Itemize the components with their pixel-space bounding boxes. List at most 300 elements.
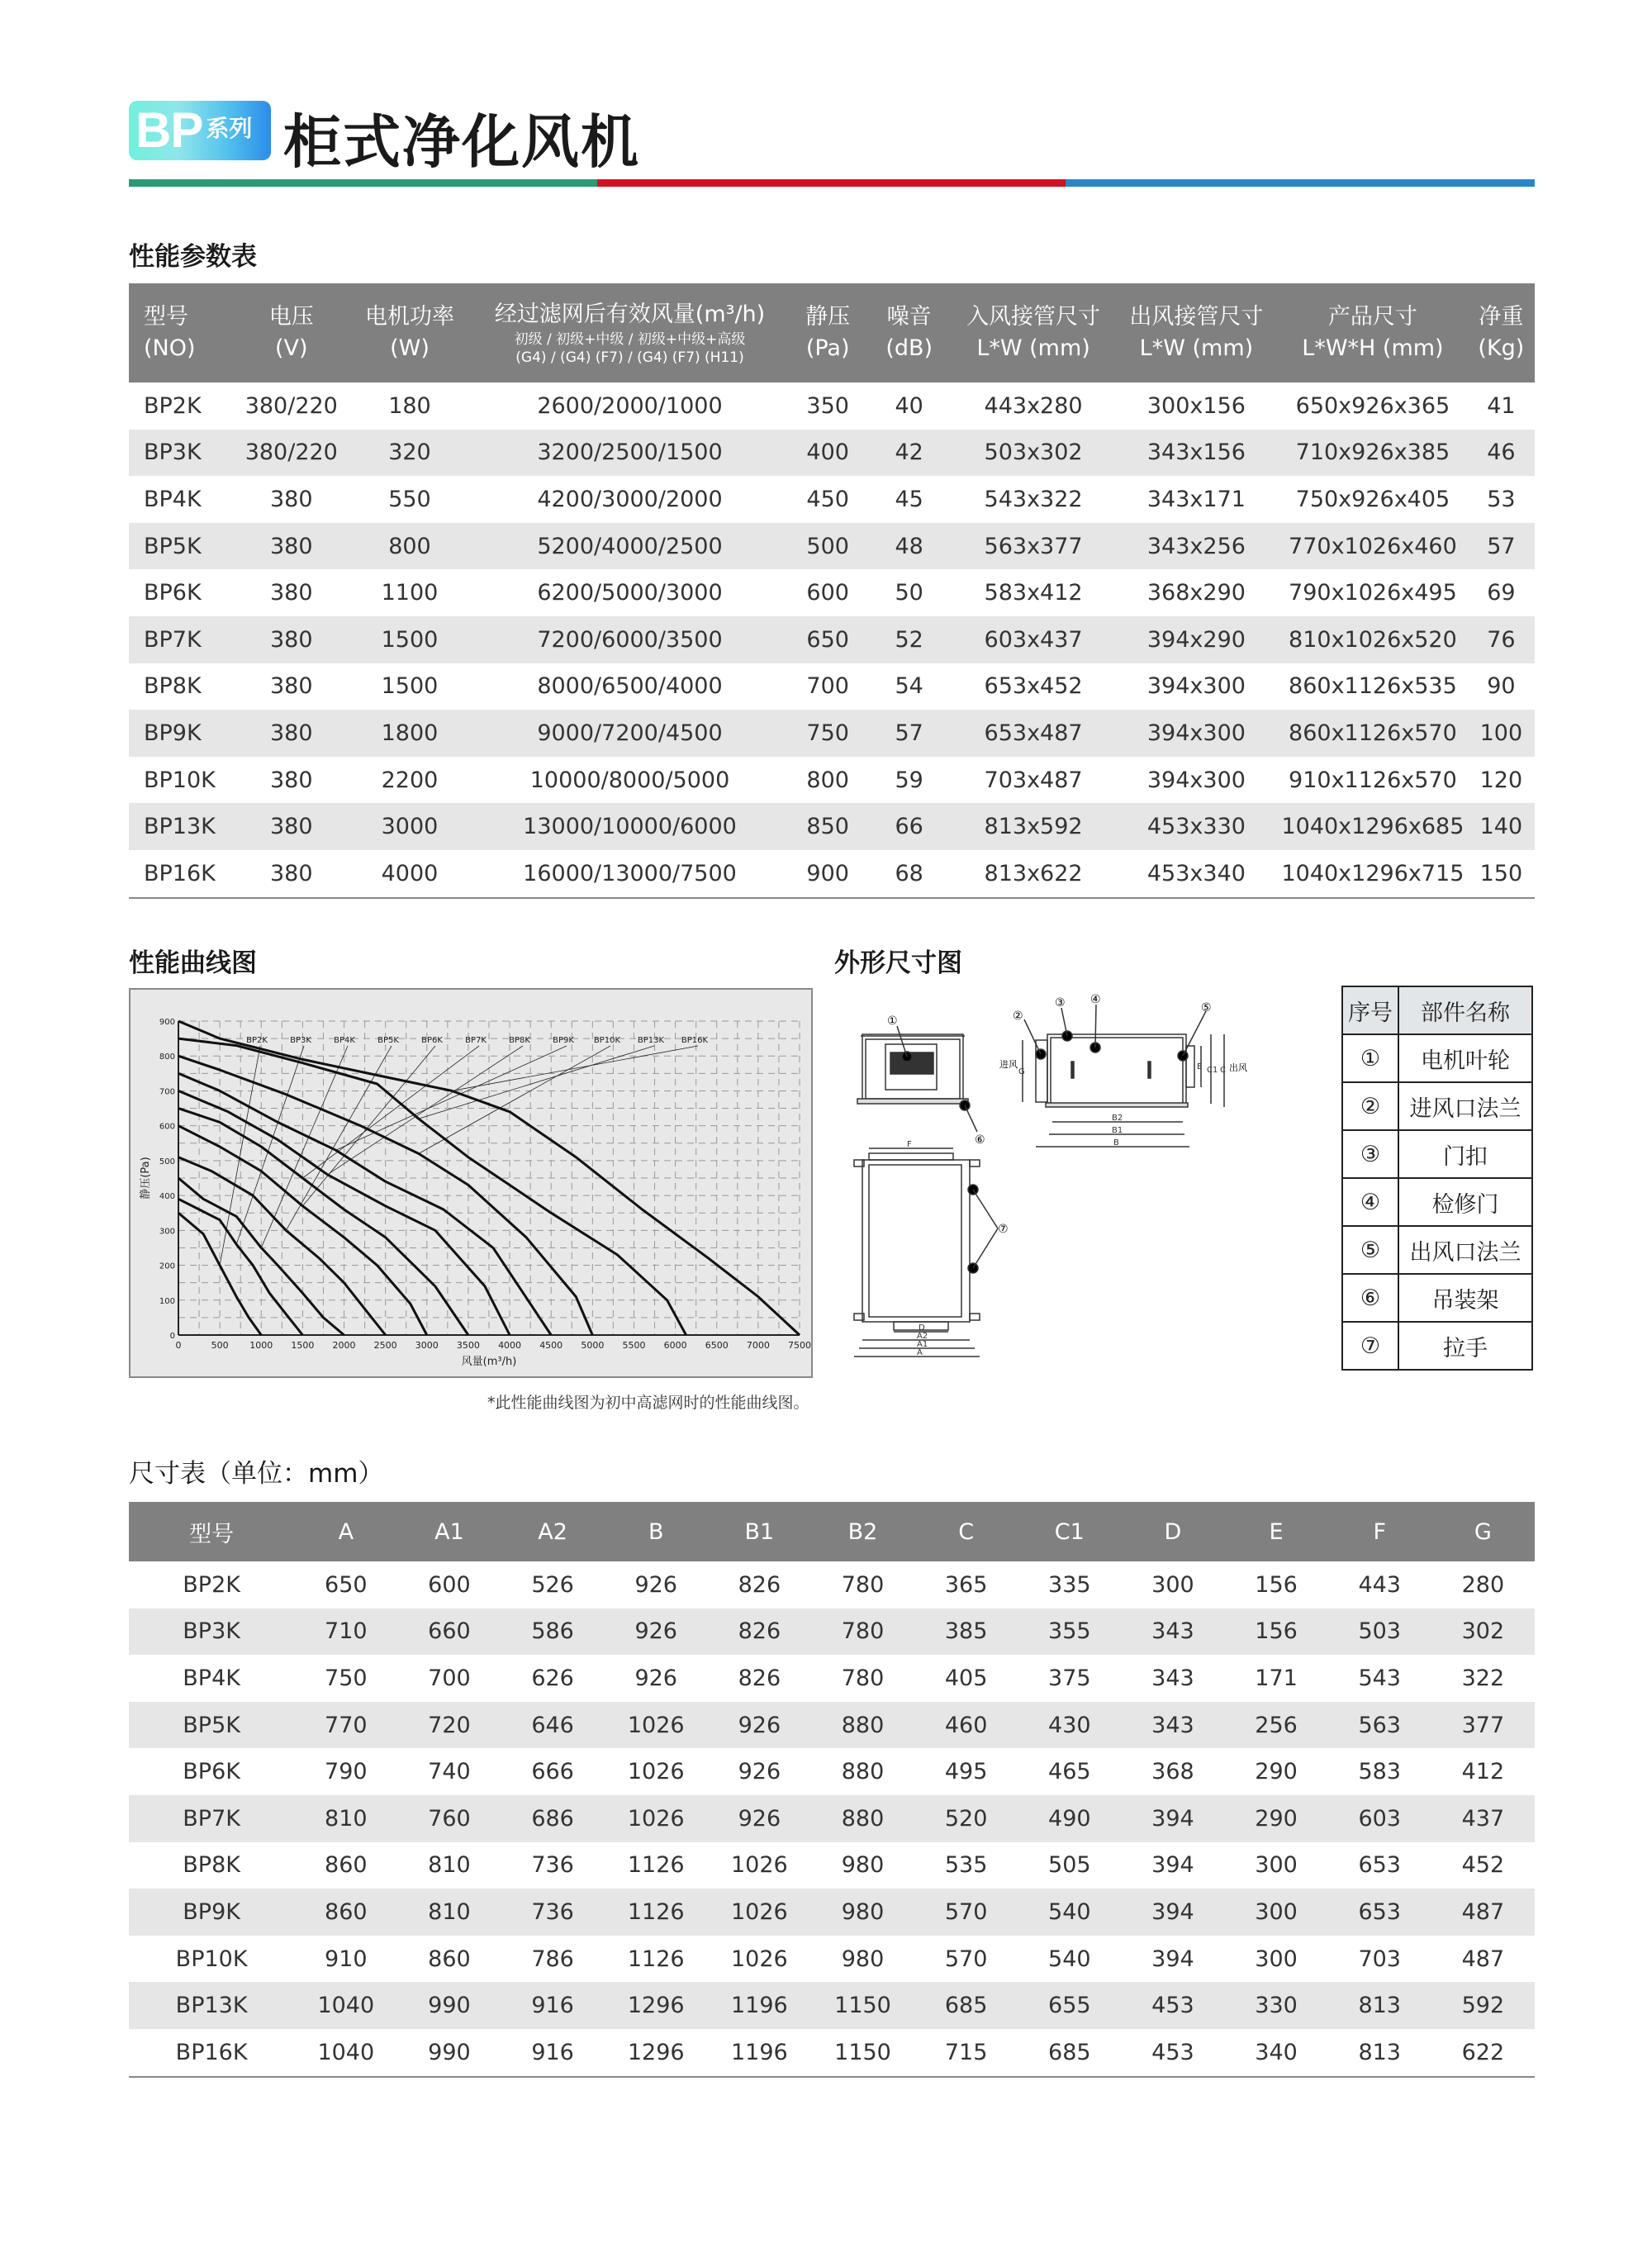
header-line1: 净重 [1479,304,1524,330]
performance-header-8 [1278,283,1468,383]
table-row [129,710,1535,757]
performance-cell: BP6K [144,580,202,606]
dimensions-cell: 980 [841,1946,885,1972]
table-row [129,1608,1535,1656]
performance-cell: 368x290 [1146,580,1246,606]
dimensions-cell: 710 [294,1608,397,1656]
dimension-label: C1 [1207,1066,1218,1075]
series-label: BP3K [290,1036,311,1045]
dimensions-cell: 394 [1121,1795,1224,1842]
dimensions-cell: 365 [944,1571,988,1598]
dimensions-cell: BP9K [129,1889,294,1936]
marker-2: ② [1013,1010,1023,1023]
y-tick-label: 300 [159,1227,175,1237]
performance-header-6 [952,283,1114,383]
dimensions-header-7: C [914,1502,1018,1561]
dimensions-cell: 156 [1255,1571,1298,1598]
dimensions-cell: 375 [1048,1665,1091,1691]
x-tick-label: 500 [211,1340,229,1351]
dimensions-cell: 926 [708,1795,811,1842]
performance-cell: BP13K [129,803,234,850]
x-tick-label: 2500 [373,1340,397,1351]
performance-cell: 7200/6000/3500 [471,616,790,663]
x-axis-label: 风量(m³/h) [461,1356,517,1368]
dimensions-cell: 980 [841,1852,885,1879]
part-number: ④ [1342,1178,1398,1226]
dimensions-cell: 1126 [627,1852,685,1879]
performance-chart [129,988,813,1378]
dimensions-cell: 926 [605,1608,708,1656]
dimension-label: A2 [917,1332,928,1341]
header-line1: 产品尺寸 [1327,304,1417,330]
header-line1: 入风接管尺寸 [966,304,1101,330]
dimensions-cell: BP4K [183,1665,240,1691]
performance-cell: 1500 [381,673,439,700]
performance-cell: 3000 [349,803,470,850]
performance-cell: 4000 [349,850,470,898]
performance-cell: 813x622 [952,850,1114,898]
dimension-label: A [917,1348,923,1357]
performance-header-4 [789,283,866,383]
performance-cell: 40 [895,392,923,419]
dimensions-cell: 990 [397,2029,501,2077]
front-view [857,1026,977,1132]
header-line2: (Kg) [1478,335,1525,361]
dimensions-cell: 1026 [731,1852,788,1879]
dimensions-cell: 526 [531,1571,574,1598]
leader-bp9k [336,1046,567,1150]
marker-6: ⑥ [975,1133,985,1147]
performance-cell: 710x926x385 [1278,430,1468,477]
performance-cell: 45 [895,486,923,512]
dimensions-cell: 1026 [605,1795,708,1842]
parts-row [1342,1178,1532,1226]
dimensions-header-11: F [1328,1502,1431,1561]
dimensions-cell: 1026 [731,1946,788,1972]
performance-cell: 380/220 [234,430,349,477]
dimensions-cell: 790 [325,1759,368,1785]
dimensions-cell: 430 [1018,1702,1121,1749]
dimensions-cell: 280 [1461,1571,1505,1598]
performance-header-1 [234,283,349,383]
dimensions-cell: 340 [1225,2029,1328,2077]
performance-cell: 54 [895,673,923,700]
dimensions-header-12: G [1431,1502,1535,1561]
dimensions-cell: 860 [294,1889,397,1936]
series-label: BP13K [637,1036,665,1045]
table-row [129,2029,1535,2077]
performance-header-7 [1115,283,1278,383]
dimensions-cell: 660 [397,1608,501,1656]
y-tick-label: 900 [159,1018,175,1027]
dimensions-cell: 490 [1018,1795,1121,1842]
performance-cell: 41 [1487,392,1516,419]
performance-cell: 800 [349,523,470,570]
dimension-label: E [1197,1062,1203,1071]
part-number: ⑤ [1342,1226,1398,1274]
performance-header-row [129,283,1535,383]
performance-cell: BP7K [129,616,234,663]
part-number: ③ [1342,1130,1398,1178]
performance-cell: 380/220 [244,392,338,419]
series-label: BP2K [246,1036,268,1045]
x-tick-label: 7000 [746,1340,770,1351]
header-sub2: (G4) / (G4) (F7) / (G4) (F7) (H11) [515,349,744,366]
dimensions-cell: 622 [1431,2029,1535,2077]
performance-cell: 400 [789,430,866,477]
performance-cell: 900 [789,850,866,898]
dimensions-cell: 685 [1018,2029,1121,2077]
table-row [129,476,1535,523]
dimensions-cell: 1126 [605,1889,708,1936]
rule-red [597,179,1066,187]
curve-bp9k [178,1073,551,1335]
dimensions-cell: 543 [1358,1665,1401,1691]
dimensions-cell: 786 [531,1946,574,1972]
dimensions-cell: 1026 [708,1889,811,1936]
dimensions-cell: 703 [1358,1946,1401,1972]
table-row [129,569,1535,616]
parts-header-no: 序号 [1342,986,1398,1034]
performance-cell: 57 [866,710,952,757]
dimension-label: B1 [1112,1126,1123,1135]
performance-cell: 860x1126x535 [1289,673,1457,700]
performance-cell: 320 [349,430,470,477]
dimensions-cell: 437 [1431,1795,1535,1842]
x-tick-label: 1500 [291,1340,315,1351]
dimensions-cell: 1040 [294,1982,397,2029]
marker-3: ③ [1055,996,1066,1010]
performance-cell: 380 [234,803,349,850]
header-sub1: 初级 / 初级+中级 / 初级+中级+高级 [514,331,746,348]
performance-header-2 [349,283,470,383]
performance-cell: 1040x1296x685 [1278,803,1468,850]
table-row [129,663,1535,710]
performance-cell: 394x290 [1115,616,1278,663]
performance-cell: 76 [1468,616,1535,663]
performance-cell: 1800 [349,710,470,757]
performance-cell: 653x487 [952,710,1114,757]
dimension-label: F [907,1140,912,1149]
performance-cell: 380 [234,850,349,898]
side-view [1023,1005,1224,1147]
y-axis-label: 静压(Pa) [140,1157,152,1200]
series-label: BP9K [553,1036,574,1045]
dimensions-cell: 503 [1328,1608,1431,1656]
dimensions-cell: 586 [501,1608,605,1656]
performance-cell: 8000/6500/4000 [537,673,723,700]
dimensions-cell: 1150 [811,2029,914,2077]
performance-cell: 68 [866,850,952,898]
performance-cell: 42 [866,430,952,477]
performance-cell: 53 [1487,486,1516,512]
performance-cell: 69 [1487,580,1516,606]
table-row [129,850,1535,898]
dimensions-cell: 980 [811,1889,914,1936]
dimensions-cell: BP8K [183,1852,240,1879]
performance-cell: 500 [789,523,866,570]
x-tick-label: 1000 [249,1340,273,1351]
dimensions-cell: 810 [428,1852,471,1879]
leader-bp13k [419,1046,654,1119]
performance-cell: 4200/3000/2000 [537,486,723,512]
table-row [129,1748,1535,1795]
dimensions-cell: 780 [841,1665,885,1691]
dimensions-header-8: C1 [1018,1502,1121,1561]
performance-cell: BP10K [144,767,216,793]
dimensions-cell: 860 [325,1852,368,1879]
dimensions-cell: 394 [1151,1852,1194,1879]
performance-cell: 650x926x365 [1295,392,1450,419]
table-row [129,430,1535,477]
dimensions-header-2: A1 [397,1502,501,1561]
dimensions-heading: 尺寸表（单位：mm） [129,1459,384,1489]
x-tick-label: 7500 [788,1340,811,1351]
dimensions-cell: 1026 [605,1702,708,1749]
performance-cell: 380 [234,523,349,570]
part-name: 进风口法兰 [1398,1082,1532,1130]
performance-cell: BP16K [129,850,234,898]
outline-drawing [851,983,1330,1363]
header-line2: L*W (mm) [976,335,1090,361]
marker-5: ⑤ [1201,1001,1212,1014]
x-tick-label: 0 [175,1340,182,1351]
performance-cell: 450 [806,486,849,512]
performance-cell: 653x452 [984,673,1083,700]
dimensions-cell: 368 [1151,1759,1194,1785]
performance-cell: BP5K [129,523,234,570]
dimensions-cell: 1040 [294,2029,397,2077]
dimensions-cell: 453 [1121,1982,1224,2029]
parts-header-name: 部件名称 [1398,986,1532,1034]
header-line2: (V) [275,335,308,361]
dimensions-cell: 880 [841,1759,885,1785]
dimensions-cell: 535 [944,1852,988,1879]
performance-header-3 [471,283,790,383]
parts-row [1342,1274,1532,1322]
dimension-label: B [1113,1138,1119,1148]
performance-cell: 394x300 [1146,673,1246,700]
performance-cell: 860x1126x570 [1278,710,1468,757]
performance-cell: 100 [1468,710,1535,757]
dimensions-cell: 453 [1121,2029,1224,2077]
header-line1: 静压 [805,304,851,330]
table-row [129,1842,1535,1889]
dimensions-cell: 813 [1328,2029,1431,2077]
dimensions-cell: 880 [811,1702,914,1749]
dimensions-cell: 826 [708,1608,811,1656]
series-label: BP5K [377,1036,399,1045]
dimensions-cell: 394 [1151,1946,1194,1972]
performance-cell: 46 [1468,430,1535,477]
dimensions-cell: 750 [325,1665,368,1691]
performance-cell: 394x300 [1146,767,1246,793]
table-row [129,803,1535,850]
dimensions-cell: 540 [1048,1946,1091,1972]
header-line2: (Pa) [805,335,850,361]
performance-header-9 [1468,283,1535,383]
dimensions-cell: 770 [294,1702,397,1749]
dimensions-cell: 1196 [708,2029,811,2077]
dimensions-header-9: D [1121,1502,1224,1561]
x-tick-label: 3500 [456,1340,480,1351]
dimensions-cell: 1296 [605,1982,708,2029]
header-line2: (W) [390,335,430,361]
part-name: 电机叶轮 [1398,1034,1532,1082]
dimension-label: A1 [917,1340,928,1349]
dimensions-cell: 520 [914,1795,1018,1842]
dimensions-cell: 290 [1225,1795,1328,1842]
dimensions-cell: 460 [914,1702,1018,1749]
performance-cell: 453x340 [1115,850,1278,898]
dimensions-cell: 300 [1225,1889,1328,1936]
part-name: 出风口法兰 [1398,1226,1532,1274]
outline-heading: 外形尺寸图 [834,948,962,978]
dimensions-cell: BP6K [183,1759,240,1785]
performance-cell: 57 [1468,523,1535,570]
header-line2: (NO) [144,335,196,361]
performance-cell: 394x300 [1115,710,1278,757]
dimensions-cell: 926 [738,1759,781,1785]
dimensions-cell: 666 [531,1759,574,1785]
dimensions-cell: BP5K [129,1702,294,1749]
performance-heading: 性能参数表 [129,242,257,272]
dimensions-cell: 405 [944,1665,988,1691]
part-name: 拉手 [1398,1322,1532,1370]
dimensions-cell: BP2K [183,1571,240,1598]
performance-cell: 2200 [381,767,439,793]
dimension-label: G [1018,1067,1025,1076]
leader-bp8k [327,1046,523,1175]
dimensions-cell: 760 [397,1795,501,1842]
dimensions-cell: 394 [1121,1889,1224,1936]
page-title: 柜式净化风机 [283,108,640,176]
performance-cell: 750x926x405 [1295,486,1450,512]
dimensions-header-4: B [605,1502,708,1561]
performance-cell: 380 [270,486,313,512]
performance-cell: BP4K [144,486,202,512]
dimensions-cell: 343 [1121,1608,1224,1656]
dimensions-cell: 990 [397,1982,501,2029]
y-tick-label: 100 [159,1296,175,1306]
performance-cell: 600 [806,580,849,606]
dimensions-cell: 495 [944,1759,988,1785]
parts-header-row [1342,986,1532,1034]
dimensions-cell: 487 [1431,1889,1535,1936]
badge-main: BP [135,102,203,158]
dimensions-cell: 916 [501,2029,605,2077]
dimensions-cell: 343 [1121,1702,1224,1749]
dimensions-cell: 826 [738,1571,781,1598]
table-row [129,523,1535,570]
parts-table [1341,986,1533,1371]
dimensions-header-1: A [294,1502,397,1561]
performance-cell: BP9K [129,710,234,757]
marker-7: ⑦ [998,1223,1009,1236]
performance-header-5 [866,283,952,383]
dimensions-cell: 412 [1461,1759,1505,1785]
marker-4: ④ [1090,993,1101,1006]
dimensions-cell: 860 [428,1946,471,1972]
dimensions-cell: 810 [294,1795,397,1842]
performance-cell: 1040x1296x715 [1278,850,1468,898]
performance-cell: 543x322 [984,486,1083,512]
part-name: 门扣 [1398,1130,1532,1178]
dimensions-cell: 1196 [708,1982,811,2029]
dimensions-cell: 810 [397,1889,501,1936]
performance-cell: 700 [806,673,849,700]
performance-cell: 380 [270,673,313,700]
dimensions-cell: 910 [325,1946,368,1972]
dimensions-cell: 626 [531,1665,574,1691]
performance-cell: 380 [234,616,349,663]
header-line1: 经过滤网后有效风量(m³/h) [494,302,766,327]
parts-row [1342,1034,1532,1082]
performance-cell: 550 [388,486,431,512]
parts-row [1342,1322,1532,1370]
part-number: ② [1342,1082,1398,1130]
performance-cell: BP2K [144,392,202,419]
part-number: ⑥ [1342,1274,1398,1322]
performance-cell: 850 [789,803,866,850]
dimensions-cell: 322 [1461,1665,1505,1691]
rule-green [129,179,597,187]
dimensions-cell: 592 [1431,1982,1535,2029]
performance-cell: 443x280 [984,392,1083,419]
dimensions-cell: 377 [1431,1702,1535,1749]
header-line1: 电压 [268,304,314,330]
marker-1: ① [887,1014,898,1028]
dimensions-cell: 1026 [627,1759,685,1785]
performance-cell: 150 [1468,850,1535,898]
performance-cell: 16000/13000/7500 [471,850,790,898]
performance-cell: 453x330 [1115,803,1278,850]
dimensions-cell: 600 [428,1571,471,1598]
performance-cell: 66 [866,803,952,850]
performance-cell: 343x171 [1146,486,1246,512]
performance-cell: 343x156 [1115,430,1278,477]
dimensions-cell: BP10K [175,1946,248,1972]
series-label: BP8K [509,1036,530,1045]
dimensions-cell: 715 [914,2029,1018,2077]
y-tick-label: 200 [159,1262,175,1271]
dimensions-cell: 685 [914,1982,1018,2029]
performance-cell: 9000/7200/4500 [471,710,790,757]
header-line1: 电机功率 [364,304,454,330]
performance-cell: 650 [789,616,866,663]
dimensions-cell: 302 [1431,1608,1535,1656]
performance-cell: 380 [270,767,313,793]
dimensions-cell: 653 [1328,1889,1431,1936]
performance-cell: 1100 [381,580,439,606]
dimensions-cell: 290 [1255,1759,1298,1785]
performance-cell: 350 [806,392,849,419]
x-tick-label: 3000 [415,1340,439,1351]
badge-sub: 系列 [206,115,253,142]
part-name: 检修门 [1398,1178,1532,1226]
performance-cell: 563x377 [952,523,1114,570]
performance-cell: 770x1026x460 [1278,523,1468,570]
performance-cell: 790x1026x495 [1289,580,1457,606]
inlet-label: 进风 [999,1059,1018,1070]
performance-cell: 603x437 [952,616,1114,663]
dimensions-cell: BP13K [129,1982,294,2029]
table-row [129,757,1535,804]
dimensions-cell: 1126 [627,1946,685,1972]
dimensions-cell: 570 [944,1946,988,1972]
part-name: 吊装架 [1398,1274,1532,1322]
performance-cell: 503x302 [952,430,1114,477]
